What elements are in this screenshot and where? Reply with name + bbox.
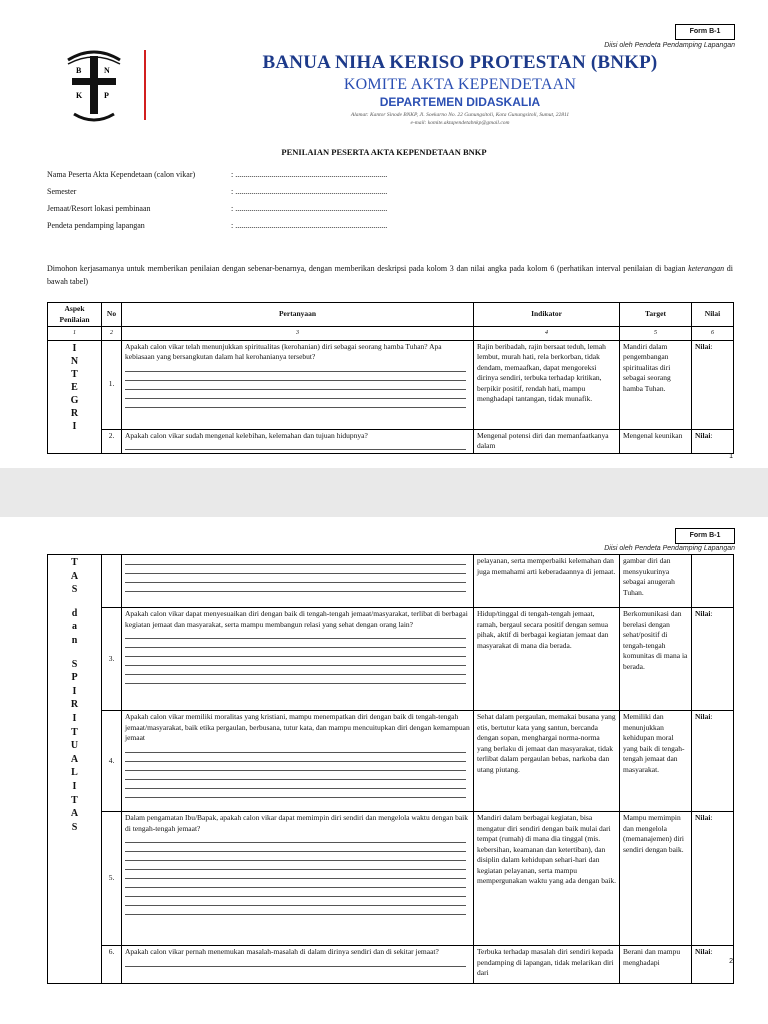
question-cell[interactable] bbox=[122, 812, 474, 946]
target-cell: Mandiri dalam pengembangan spiritualitas diri sebagai seorang hamba Tuhan. bbox=[620, 340, 692, 429]
col-header-score: Nilai bbox=[692, 303, 734, 327]
score-cell[interactable]: Nilai: bbox=[692, 711, 734, 812]
question-text: Apakah calon vikar telah menunjukkan spiritualitas (kerohanian) diri sebagai seorang hamba Tuhan? Apa kebiasaan yang bersangkutan dalam hal kerohanianya tersebut? bbox=[125, 341, 442, 361]
col-number: 1 bbox=[48, 327, 102, 341]
question-cell[interactable] bbox=[122, 340, 474, 429]
indicator-cell: Sehat dalam pergaulan, memakai busana yang etis, bertutur kata yang santun, bercanda dengan sopan, menghargai norma-norma yang berlaku di jemaat dan masyarakat, tidak terlibat dalam pergaulan bebas, narkoba dan utang piutang. bbox=[474, 711, 620, 812]
indicator-cell: Terbuka terhadap masalah diri sendiri kepada pendamping di lapangan, tidak melarikan diri dari bbox=[474, 946, 620, 984]
page-number: 2 bbox=[729, 958, 733, 965]
score-cell[interactable]: Nilai: bbox=[692, 608, 734, 711]
table-row bbox=[48, 711, 734, 812]
col-header-no: No bbox=[102, 303, 122, 327]
document-page-1 bbox=[0, 0, 768, 468]
table-row bbox=[48, 812, 734, 946]
identity-label: Pendeta pendamping lapangan bbox=[47, 221, 145, 230]
score-cell[interactable] bbox=[692, 555, 734, 608]
indicator-cell: Mandiri dalam berbagai kegiatan, bisa mengatur diri sendiri dengan baik mulai dari tempat (rumah) di mana dia tinggal (mis. kebersihan, keamanan dan ketertiban), dan disiplin dalam kehidupan sehari-hari dan kegiatan pelayanan, serta mampu mempergunakan waktu yang ada dengan baik. bbox=[474, 812, 620, 946]
identity-row bbox=[47, 170, 387, 179]
identity-label: Semester bbox=[47, 187, 77, 196]
col-header-aspect: Aspek Penilaian bbox=[48, 303, 102, 327]
question-cell[interactable] bbox=[122, 711, 474, 812]
table-row bbox=[48, 429, 734, 453]
col-number: 6 bbox=[692, 327, 734, 341]
col-header-question: Pertanyaan bbox=[122, 303, 474, 327]
indicator-cell: Rajin beribadah, rajin bersaat teduh, lemah lembut, murah hati, rela berkorban, tidak dendam, memaafkan, dapat mengoreksi dirinya sendiri, terbuka terhadap kritikan, berpikir positif, rendah hati, mampu menghadapi tantangan, tidak munafik. bbox=[474, 340, 620, 429]
target-cell: Berani dan mampu menghadapi bbox=[620, 946, 692, 984]
table-row bbox=[48, 340, 734, 429]
instructions: Dimohon kerjasamanya untuk memberikan penilaian dengan sebenar-benarnya, dengan memberikan deskripsi pada kolom 3 dan nilai angka pada kolom 6 (perhatikan interval penilaian di bagian keterangan di bawah tabel) bbox=[47, 264, 733, 286]
indicator-cell: Mengenal potensi diri dan memanfaatkanya dalam bbox=[474, 429, 620, 453]
col-number: 4 bbox=[474, 327, 620, 341]
target-cell: Mampu memimpin dan mengelola (memanajemen) diri sendiri dengan baik. bbox=[620, 812, 692, 946]
document-page-2 bbox=[0, 517, 768, 1024]
score-cell[interactable]: Nilai: bbox=[692, 340, 734, 429]
score-cell[interactable]: Nilai: bbox=[692, 812, 734, 946]
committee-name: KOMITE AKTA KEPENDETAAN bbox=[343, 76, 577, 93]
question-text: Apakah calon vikar dapat menyesuaikan diri dengan baik di tengah-tengah jemaat/masyarakat, terlibat di berbagai kegiatan jemaat dan masyarakat, serta mampu membangun relasi yang sehat dengan orang lain? bbox=[125, 609, 468, 629]
header-divider bbox=[144, 50, 146, 120]
page-number: 1 bbox=[729, 453, 733, 460]
col-number: 3 bbox=[122, 327, 474, 341]
logo-letter-b: B bbox=[76, 66, 82, 75]
row-number: 3. bbox=[102, 608, 122, 711]
question-cell[interactable] bbox=[122, 555, 474, 608]
col-header-indicator: Indikator bbox=[474, 303, 620, 327]
question-cell[interactable] bbox=[122, 946, 474, 984]
col-header-target: Target bbox=[620, 303, 692, 327]
table-row bbox=[48, 946, 734, 984]
form-tag: Form B-1 bbox=[675, 528, 735, 544]
identity-label: Jemaat/Resort lokasi pembinaan bbox=[47, 204, 151, 213]
col-number: 2 bbox=[102, 327, 122, 341]
identity-value[interactable]: : ............................................................................ bbox=[231, 187, 388, 196]
table-row bbox=[48, 608, 734, 711]
form-note: Diisi oleh Pendeta Pendamping Lapangan bbox=[604, 42, 735, 49]
logo-letter-n: N bbox=[104, 66, 110, 75]
score-cell[interactable]: Nilai: bbox=[692, 946, 734, 984]
target-cell: gambar diri dan mensyukurinya sebagai anugerah Tuhan. bbox=[620, 555, 692, 608]
question-text: Apakah calon vikar pernah menemukan masalah-masalah di dalam dirinya sendiri dan di sekitar jemaat? bbox=[125, 947, 439, 956]
target-cell: Memiliki dan menunjukkan kehidupan moral yang baik di tengah-tengah jemaat dan masyarakat. bbox=[620, 711, 692, 812]
identity-label: Nama Peserta Akta Kependetaan (calon vikar) bbox=[47, 170, 196, 179]
assessment-table bbox=[47, 302, 734, 454]
target-cell: Berkomunikasi dan berelasi dengan sehat/positif di tengah-tengah komunitas di mana ia berada. bbox=[620, 608, 692, 711]
row-number: 1. bbox=[102, 340, 122, 429]
identity-row bbox=[47, 204, 387, 213]
identity-value[interactable]: : ............................................................................ bbox=[231, 204, 388, 213]
question-text: Apakah calon vikar sudah mengenal kelebihan, kelemahan dan tujuan hidupnya? bbox=[125, 430, 368, 440]
org-name: BANUA NIHA KERISO PROTESTAN (BNKP) bbox=[262, 52, 658, 73]
identity-value[interactable]: : ............................................................................ bbox=[231, 221, 388, 230]
form-note: Diisi oleh Pendeta Pendamping Lapangan bbox=[604, 545, 735, 552]
indicator-cell: pelayanan, serta memperbaiki kelemahan dan juga memahami arti keberadaannya di jemaat. bbox=[474, 555, 620, 608]
assessment-table-continued bbox=[47, 554, 734, 984]
form-tag: Form B-1 bbox=[675, 24, 735, 40]
logo-letter-k: K bbox=[76, 91, 83, 100]
question-text: Dalam pengamatan Ibu/Bapak, apakah calon vikar dapat memimpin diri sendiri dan mengelola waktu dengan baik di tengah-tengah jemaat? bbox=[125, 813, 469, 833]
question-cell[interactable] bbox=[122, 608, 474, 711]
aspect-label: T A S d a n S P I R I T U A L I T A S bbox=[48, 555, 102, 984]
address: Alamat: Kantor Sinode BNKP, Jl. Soekarno No. 22 Gunungsitoli, Kota Gunungsitoli, Sumut, 22811 bbox=[350, 112, 570, 118]
email: e-mail: komite.aktapendetabnkp@gmail.com bbox=[410, 120, 510, 126]
identity-value[interactable]: : ............................................................................ bbox=[231, 170, 388, 179]
row-number: 2. bbox=[102, 429, 122, 453]
target-cell: Mengenal keunikan bbox=[620, 429, 692, 453]
row-number: 5. bbox=[102, 812, 122, 946]
row-number: 6. bbox=[102, 946, 122, 984]
department-name: DEPARTEMEN DIDASKALIA bbox=[379, 95, 541, 109]
question-text: Apakah calon vikar memiliki moralitas yang kristiani, mampu menempatkan diri dengan baik di tengah-tengah jemaat/masyarakat, baik etika pergaulan, berbusana, tutur kata, dan mampu mencuitupkan diri dengan kemampuan jemaat bbox=[125, 712, 470, 742]
table-row bbox=[48, 555, 734, 608]
question-cell[interactable] bbox=[122, 429, 474, 453]
logo-letter-p: P bbox=[104, 91, 109, 100]
score-cell[interactable]: Nilai: bbox=[692, 429, 734, 453]
indicator-cell: Hidup/tinggal di tengah-tengah jemaat, ramah, bergaul secara positif dengan semua pihak, aktif di berbagai kegiatan jemaat dan masyarakat di mana dia berada. bbox=[474, 608, 620, 711]
col-number: 5 bbox=[620, 327, 692, 341]
identity-row bbox=[47, 187, 387, 196]
row-number: 4. bbox=[102, 711, 122, 812]
identity-row bbox=[47, 221, 387, 230]
aspect-label: I N T E G R I bbox=[48, 340, 102, 453]
bnkp-logo bbox=[64, 46, 124, 130]
document-title: PENILAIAN PESERTA AKTA KEPENDETAAN BNKP bbox=[281, 147, 487, 157]
